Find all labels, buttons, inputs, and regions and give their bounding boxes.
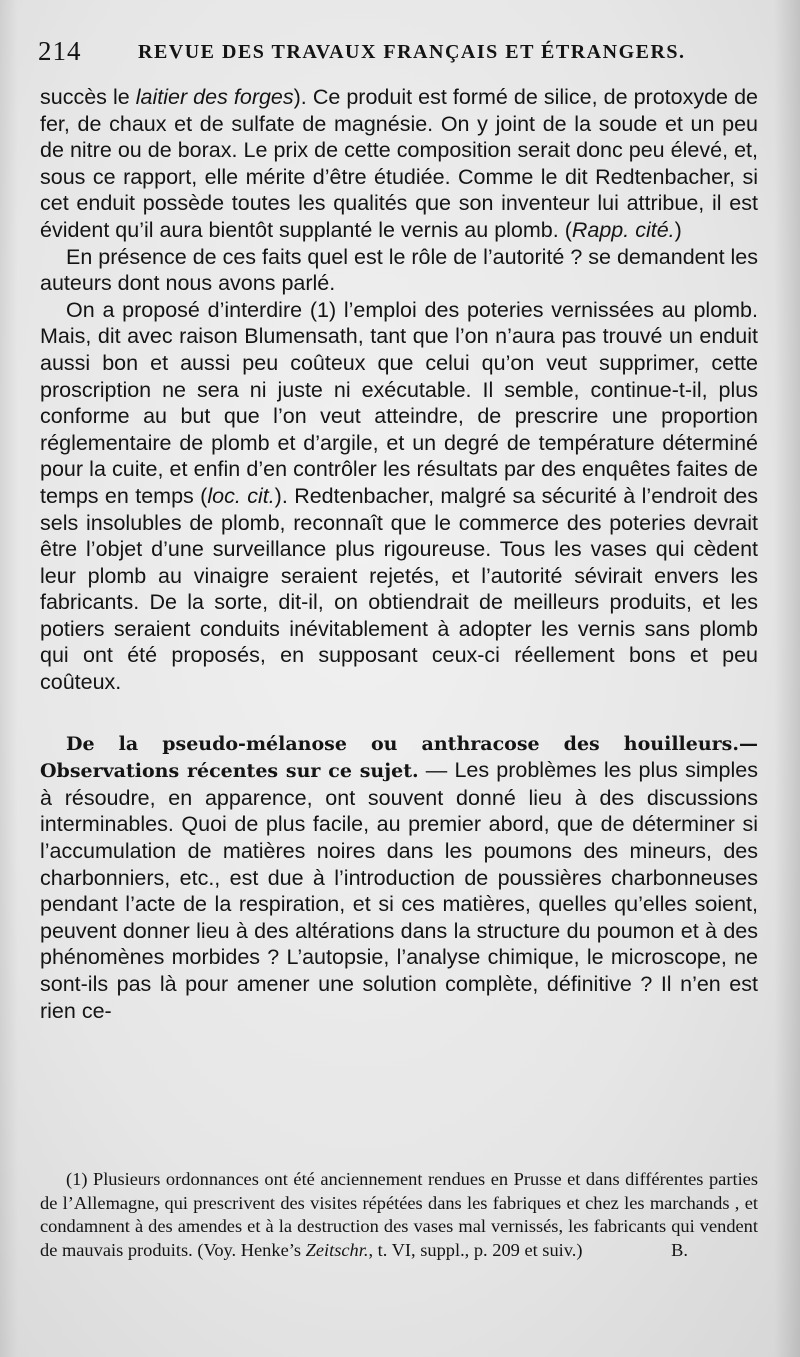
page-edge-shadow <box>0 0 18 1357</box>
text-run: ). Redtenbacher, malgré sa sécurité à l’endroit des sels insolubles de plomb, reconnaît que le commerce des poteries devrait être l’objet d’une surveillance plus rigoureuse. Tous les vases qui cèdent leur plomb au vinaigre seraient rejetés, et l’autorité sévirait envers les fabricants. De la sorte, dit-il, on obtiendrait de meilleurs produits, et les potiers seraient conduits inévitablement à adopter les vernis sans plomb qui ont été proposés, en supposant ceux-ci réellement bons et peu coûteux. <box>40 483 758 695</box>
running-head <box>38 36 758 72</box>
section-title: De la pseudo-mélanose ou anthracose des houilleurs.— Observations récentes sur ce sujet. <box>40 732 758 783</box>
footnote-signature: B. <box>671 1239 688 1260</box>
body-text <box>40 84 758 1024</box>
footnote-1 <box>40 1168 758 1262</box>
footnote-italic: Zeitschr. <box>305 1239 369 1260</box>
footnote-text: , t. VI, suppl., p. 209 et suiv.) <box>368 1239 583 1260</box>
text-run: On a proposé d’interdire (1) l’emploi des poteries vernissées au plomb. Mais, dit avec raison Blumensath, tant que l’on n’aura pas trouvé un enduit aussi bon et aussi peu coûteux que celui qu’on veut supprimer, cette proscription ne sera ni juste ni exécutable. Il semble, continue-t-il, plus conforme au but que l’on veut atteindre, de prescrire une proportion réglementaire de plomb et d’argile, et un degré de température déterminé pour la cuite, et enfin d’en contrôler les résultats par des enquêtes faites de temps en temps ( <box>40 297 758 508</box>
italic-run: laitier des forges <box>135 85 294 109</box>
paragraph-proposal <box>40 297 758 696</box>
page-number: 214 <box>38 36 82 66</box>
text-run: succès le <box>40 85 136 109</box>
text-run: — Les problèmes les plus simples à résoudre, en apparence, ont souvent donné lieu à des discussions interminables. Quoi de plus facile, au premier abord, que de déterminer si l’accumulation de matières noires dans les poumons des mineurs, des charbonniers, etc., est due à l’introduction de poussières charbonneuses pendant l’acte de la respiration, et si ces matières, quelles qu’elles soient, peuvent donner lieu à des altérations dans la structure du poumon et à des phénomènes morbides ? L’autopsie, l’analyse chimique, le microscope, ne sont-ils pas là pour amener une solution complète, définitive ? Il n’en est rien ce- <box>40 758 758 1023</box>
paragraph-authority: En présence de ces faits quel est le rôle de l’autorité ? se demandent les auteurs dont nous avons parlé. <box>40 244 758 296</box>
footnotes <box>40 1168 758 1262</box>
text-run: ) <box>674 217 682 242</box>
citation-italic: Rapp. cité. <box>571 217 675 242</box>
paragraph-section-start <box>40 730 758 1025</box>
text-run: ). Ce produit est formé de silice, de protoxyde de fer, de chaux et de sulfate de magnésie. On y joint de la soude et un peu de nitre ou de borax. Le prix de cette composition serait donc peu élevé, et, sous ce rapport, elle mérite d’être étudiée. Comme le dit Redtenbacher, si cet enduit possède toutes les qualités que son inventeur lui attribue, il est évident qu’il aura bientôt supplanté le vernis au plomb. ( <box>40 85 758 242</box>
section-gap <box>40 696 758 730</box>
footnote-text: (1) Plusieurs ordonnances ont été anciennement rendues en Prusse et dans différentes parties de l’Allemagne, qui prescrivent des visites répétées dans les fabriques et chez les marchands , et condamnent à des amendes et à la destruction des vases mal vernissés, les fabricants qui vendent de mauvais produits. (Voy. Henke’s <box>40 1169 758 1260</box>
running-title: REVUE DES TRAVAUX FRANÇAIS ET ÉTRANGERS. <box>138 41 686 63</box>
citation-italic: loc. cit. <box>207 483 275 508</box>
gutter-shadow <box>774 0 800 1357</box>
paragraph-continuation <box>40 84 758 244</box>
